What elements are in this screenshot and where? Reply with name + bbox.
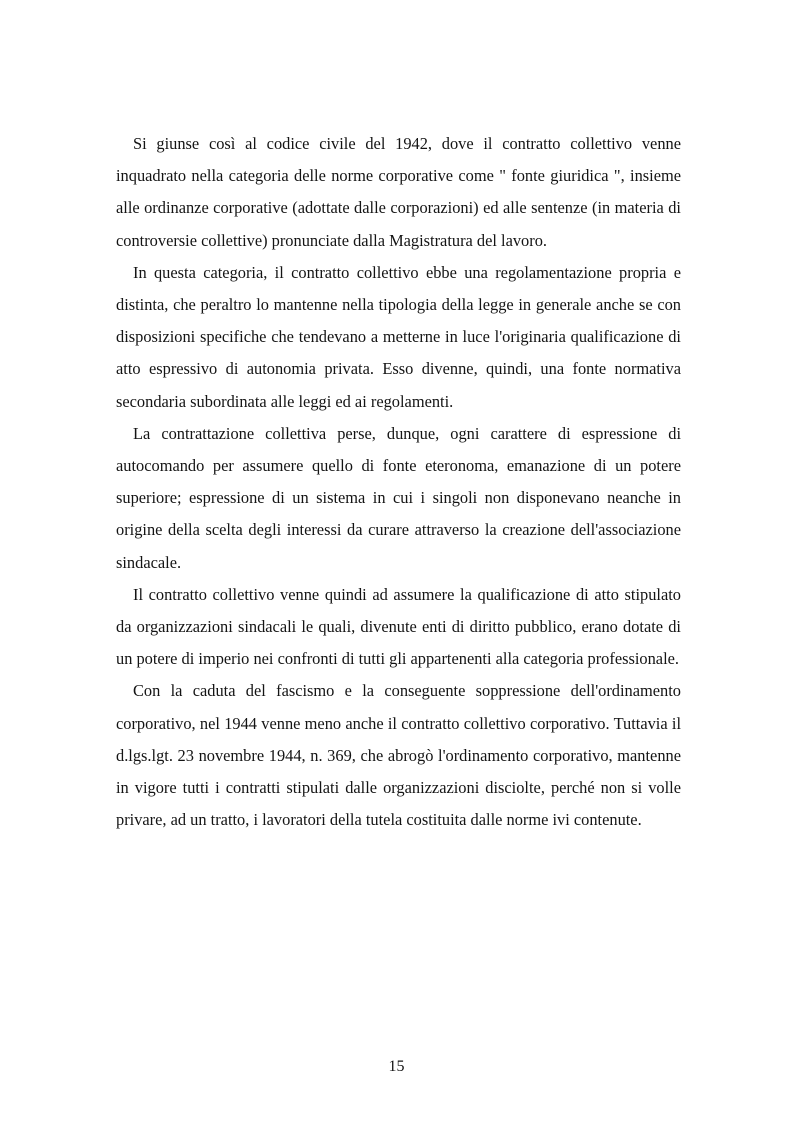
page-body xyxy=(116,128,681,836)
paragraph-regolamentazione: In questa categoria, il contratto collettivo ebbe una regolamentazione propria e distinta, che peraltro lo mantenne nella tipologia della legge in generale anche se con disposizioni specifiche che tendevano a metterne in luce l'originaria qualificazione di atto espressivo di autonomia privata. Esso divenne, quindi, una fonte normativa secondaria subordinata alle leggi ed ai regolamenti. xyxy=(116,262,681,411)
paragraph-contrattazione-collettiva: La contrattazione collettiva perse, dunque, ogni carattere di espressione di autocomando per assumere quello di fonte eteronoma, emanazione di un potere superiore; espressione di un sistema in cui i singoli non disponevano neanche in origine della scelta degli interessi da curare attraverso la creazione dell'associazione sindacale. xyxy=(116,423,681,572)
paragraph-codice-civile-1942: Si giunse così al codice civile del 1942, dove il contratto collettivo venne inquadrato nella categoria delle norme corporative come " fonte giuridica ", insieme alle ordinanze corporative (adottate dalle corporazioni) ed alle sentenze (in materia di controversie collettive) pronunciate dalla Magistratura del lavoro. xyxy=(116,134,681,250)
paragraph-qualificazione-atto: Il contratto collettivo venne quindi ad assumere la qualificazione di atto stipulato da organizzazioni sindacali le quali, divenute enti di diritto pubblico, erano dotate di un potere di imperio nei confronti di tutti gli appartenenti alla categoria professionale. xyxy=(116,584,681,669)
page-number: 15 xyxy=(388,1058,405,1075)
paragraph-caduta-fascismo: Con la caduta del fascismo e la conseguente soppressione dell'ordinamento corporativo, nel 1944 venne meno anche il contratto collettivo corporativo. Tuttavia il d.lgs.lgt. 23 novembre 1944, n. 369, che abrogò l'ordinamento corporativo, mantenne in vigore tutti i contratti stipulati dalle organizzazioni disciolte, perché non si volle privare, ad un tratto, i lavoratori della tutela costituita dalle norme ivi contenute. xyxy=(116,681,681,830)
